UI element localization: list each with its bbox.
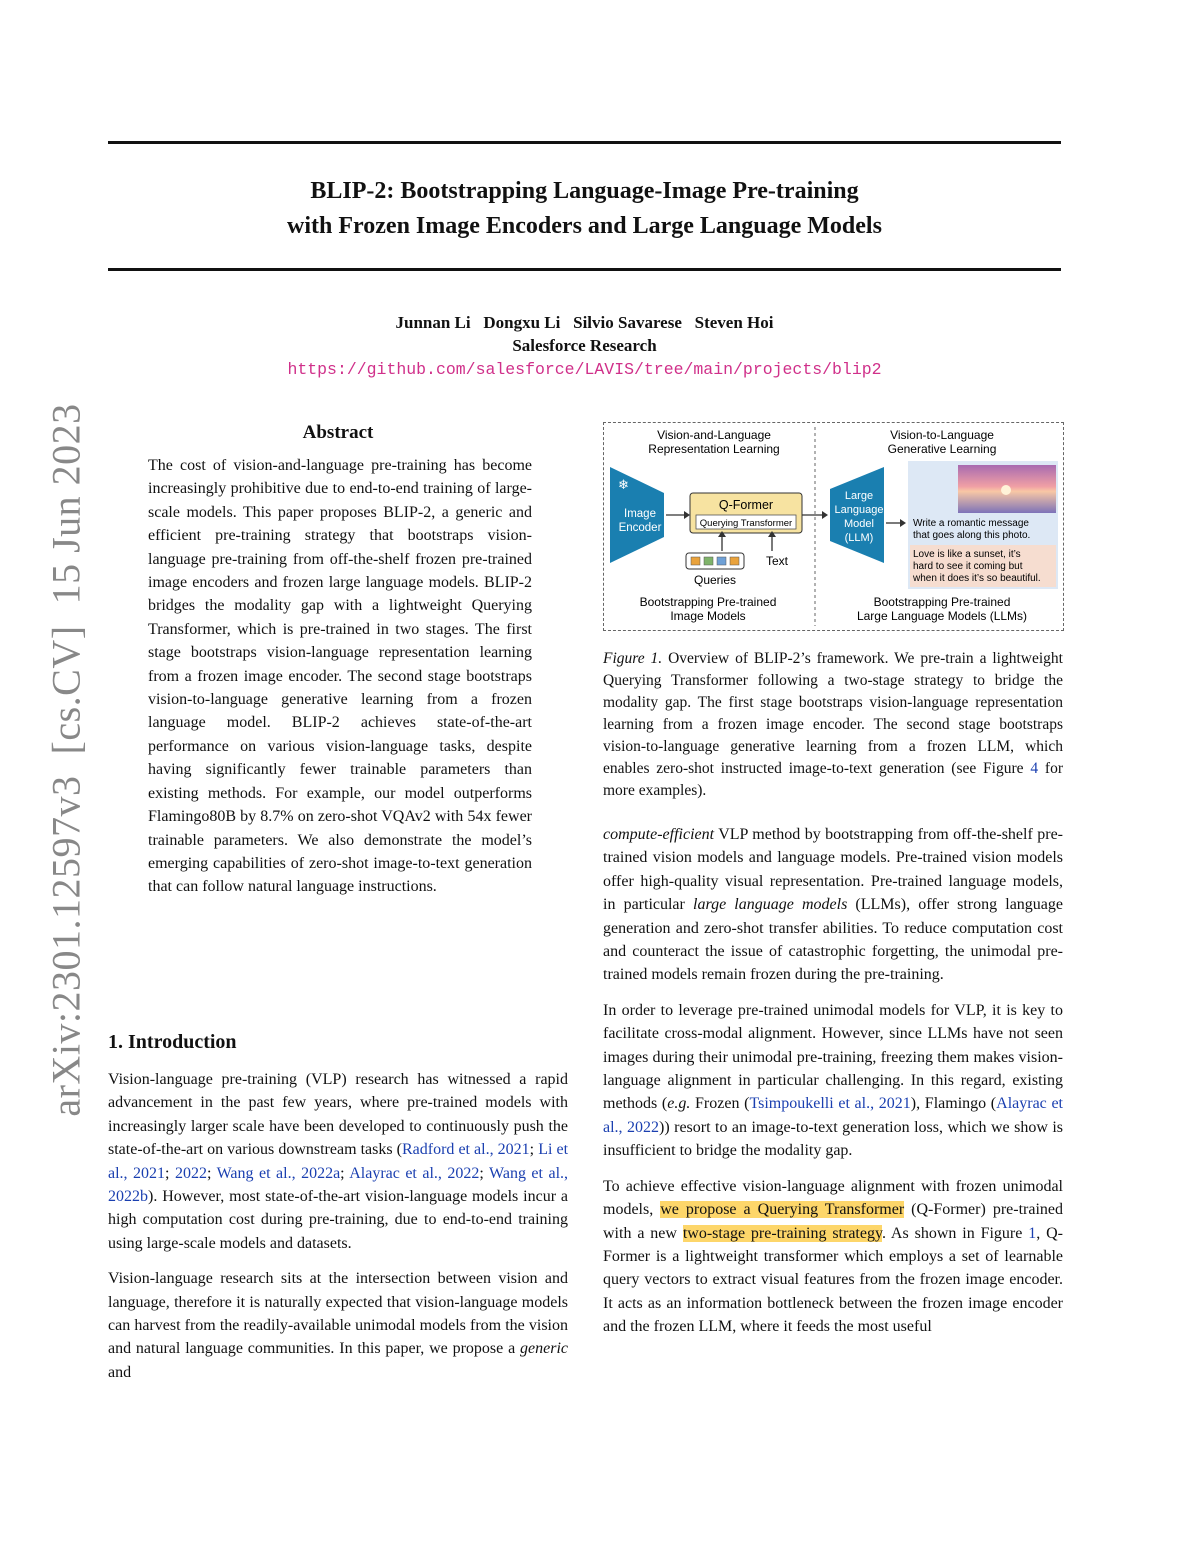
intro-column	[108, 1068, 568, 1384]
right-paragraph-3: To achieve effective vision-language alignment with frozen unimodal models, we propose a Querying Transformer (Q-Former) pre-trained with a new two-stage pre-training strategy. As shown in Figure 1, Q-Former is a lightweight transformer which employs a set of learnable query vectors to extract visual features from the frozen image encoder. It acts as an information bottleneck between the frozen image encoder and the frozen LLM, where it feeds the most useful	[603, 1177, 1063, 1336]
title-line-1: BLIP-2: Bootstrapping Language-Image Pre-training	[310, 178, 859, 204]
figure-1-caption: Figure 1. Overview of BLIP-2’s framework. We pre-train a lightweight Querying Transformer following a two-stage strategy to bridge the modality gap. The first stage bootstraps vision-language representation learning from a frozen image encoder. The second stage bootstraps vision-to-language generative learning from a frozen LLM, which enables zero-shot instructed image-to-text generation (see Figure 4 for more examples).	[603, 650, 1063, 799]
abstract-text: The cost of vision-and-language pre-training has become increasingly prohibitive due to end-to-end training of large-scale models. This paper proposes BLIP-2, a generic and efficient pre-training strategy that bootstraps vision-language pre-training from off-the-shelf frozen pre-trained image encoders and frozen large language models. BLIP-2 bridges the modality gap with a lightweight Querying Transformer, which is pre-trained in two stages. The first stage bootstraps vision-language representation learning from a frozen image encoder. The second stage bootstraps vision-to-language generative learning from a frozen language model. BLIP-2 achieves state-of-the-art performance on various vision-language tasks, despite having significantly fewer trainable parameters than existing methods. For example, our model outperforms Flamingo80B by 8.7% on zero-shot VQAv2 with 54x fewer trainable parameters. We also demonstrate the model’s emerging capabilities of zero-shot image-to-text generation that can follow natural language instructions.	[148, 457, 532, 896]
right-stage-header-2: Generative Learning	[887, 442, 997, 456]
title-line-2: with Frozen Image Encoders and Large Language Models	[287, 213, 882, 239]
citation-link[interactable]: Radford et al., 2021	[401, 1141, 530, 1159]
caption-label: Figure 1.	[603, 650, 663, 667]
prompt-line-1: Write a romantic message	[913, 518, 1029, 529]
text-input-label: Text	[766, 554, 789, 568]
left-stage-footer-2: Image Models	[670, 609, 746, 623]
image-encoder-label-1: Image	[624, 508, 656, 520]
section-heading-introduction: 1. Introduction	[108, 1031, 237, 1053]
citation-link[interactable]: Tsimpoukelli et al., 2021	[749, 1095, 911, 1113]
qformer-sublabel: Querying Transformer	[699, 518, 793, 529]
llm-label-2: Language	[834, 504, 884, 516]
paper-title	[108, 174, 1061, 244]
llm-label-1: Large	[844, 490, 874, 502]
citation-link[interactable]: Alayrac et al., 2022	[349, 1164, 480, 1182]
figure-1	[603, 422, 1064, 631]
affiliation: Salesforce Research	[512, 336, 657, 355]
qformer-label: Q-Former	[718, 498, 774, 512]
queries-label: Queries	[693, 573, 737, 587]
figure-1-link[interactable]: 1	[1028, 1224, 1037, 1242]
right-stage-footer-2: Large Language Models (LLMs)	[856, 609, 1028, 623]
left-stage-header-1: Vision-and-Language	[657, 428, 771, 442]
answer-line-1: Love is like a sunset, it’s	[913, 549, 1021, 560]
left-stage-header-2: Representation Learning	[648, 442, 780, 456]
citation-link[interactable]: Wang et al., 2022a	[216, 1164, 341, 1182]
right-column	[603, 823, 1063, 1339]
llm-label-3: Model	[844, 518, 874, 530]
intro-paragraph-2: Vision-language research sits at the intersection between vision and language, therefore it is naturally expected that vision-language models can harvest from the readily-available unimodal models from the vision and natural language communities. In this paper, we propose a generic and	[108, 1270, 568, 1381]
citation-link[interactable]: Wang et al., 2022b	[108, 1164, 569, 1206]
authors: Junnan Li Dongxu Li Silvio Savarese Steven Hoi	[395, 313, 774, 332]
highlight-two-stage-strategy: two-stage pre-training strategy	[682, 1224, 882, 1242]
arxiv-watermark: arXiv:2301.12597v3 [cs.CV] 15 Jun 2023	[43, 403, 89, 1117]
right-stage-footer-1: Bootstrapping Pre-trained	[873, 595, 1011, 609]
llm-label-4: (LLM)	[844, 532, 874, 544]
citation-link[interactable]: Li et al., 2021	[108, 1141, 569, 1182]
title-bottom-rule	[108, 268, 1061, 271]
answer-line-2: hard to see it coming but	[913, 561, 1023, 572]
project-url-link[interactable]: https://github.com/salesforce/LAVIS/tree/main/projects/blip2	[287, 360, 882, 379]
figure-4-link[interactable]: 4	[1030, 760, 1039, 777]
citation-link[interactable]: Alayrac et al., 2022	[603, 1095, 1063, 1136]
abstract-heading: Abstract	[302, 422, 374, 443]
right-paragraph-1: compute-efficient VLP method by bootstrapping from off-the-shelf pre-trained vision models and language models. Pre-trained vision models offer high-quality visual representation. Pre-trained language models, in particular large language models (LLMs), offer strong language generation and zero-shot transfer abilities. To reduce computation cost and counteract the issue of catastrophic forgetting, the unimodal pre-trained models remain frozen during the pre-training.	[603, 826, 1064, 984]
citation-link[interactable]: 2022	[174, 1164, 207, 1182]
top-rule	[108, 141, 1061, 144]
llm-snowflake-icon: ❄	[834, 473, 845, 488]
answer-line-3: when it does it’s so beautiful.	[913, 573, 1041, 584]
snowflake-icon: ❄	[618, 477, 629, 492]
right-stage-header-1: Vision-to-Language	[890, 428, 994, 442]
left-stage-footer-1: Bootstrapping Pre-trained	[639, 595, 777, 609]
right-paragraph-2: In order to leverage pre-trained unimodal models for VLP, it is key to facilitate cross-modal alignment. However, since LLMs have not seen images during their unimodal pre-training, freezing them makes vision-language alignment in particular challenging. In this regard, existing methods (e.g. Frozen (Tsimpoukelli et al., 2021), Flamingo (Alayrac et al., 2022)) resort to an image-to-text generation loss, which we show is insufficient to bridge the modality gap.	[603, 1001, 1064, 1160]
abstract-body	[148, 454, 532, 899]
prompt-line-2: that goes along this photo.	[913, 530, 1031, 541]
figure-1-diagram	[604, 423, 1063, 630]
highlight-querying-transformer: we propose a Querying Transformer	[660, 1201, 905, 1219]
intro-paragraph-1: Vision-language pre-training (VLP) research has witnessed a rapid advancement in the past few years, where pre-trained models with increasingly larger scale have been developed to continuously push the state-of-the-art on various downstream tasks (Radford et al., 2021; Li et al., 2021; 2022; Wang et al., 2022a; Alayrac et al., 2022; Wang et al., 2022b). However, most state-of-the-art vision-language models incur a high computation cost during pre-training, due to end-to-end training using large-scale models and datasets.	[108, 1071, 569, 1252]
image-encoder-label-2: Encoder	[618, 522, 662, 534]
